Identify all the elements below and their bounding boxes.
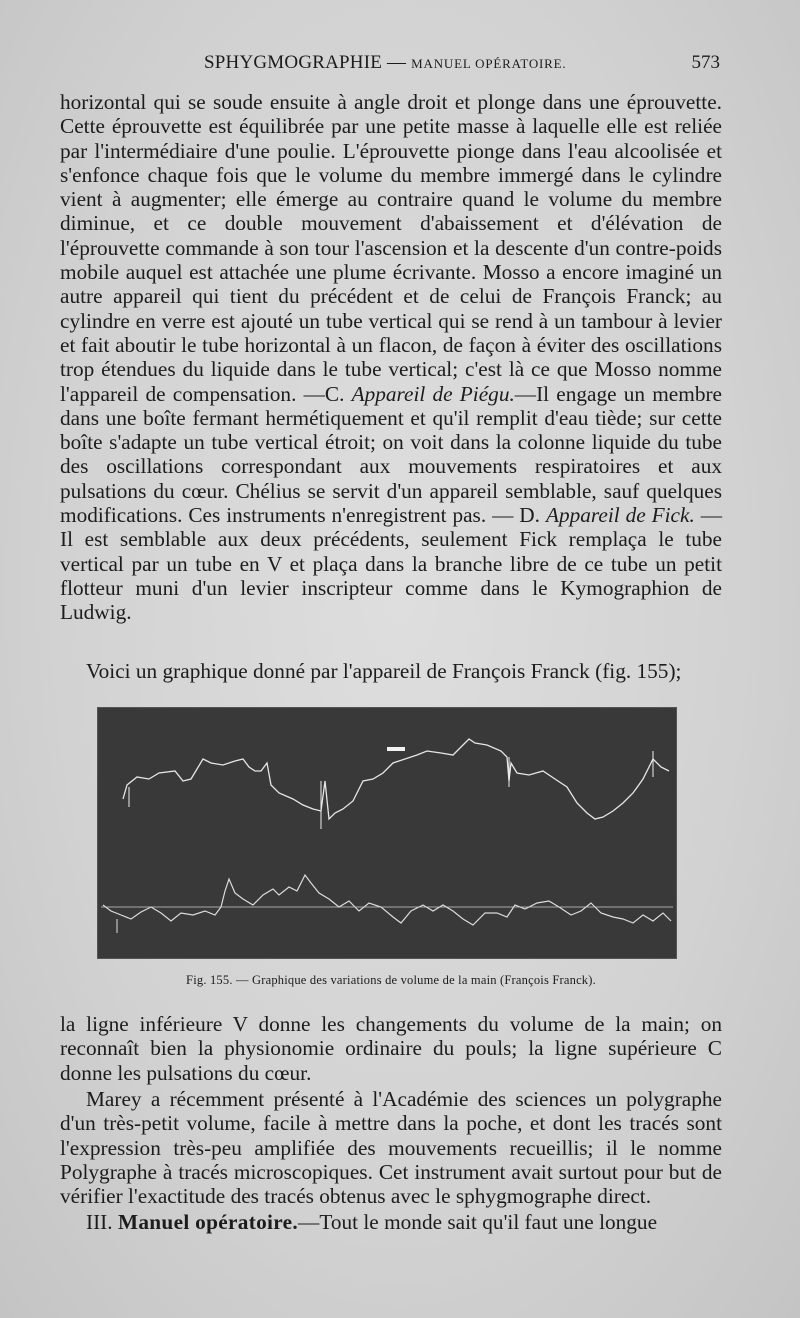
section-number: III. [86,1210,118,1234]
paragraph-figure-explanation: la ligne inférieure V donne les changements du volume de la main; on reconnaît bien la physionomie ordinaire du pouls; la ligne supérieure C donne les pulsations du cœur. [60,1012,722,1085]
paragraph-1-text-c: — Il est semblable aux deux précédents, seulement Fick remplaça le tube vertical par un tube en V et plaça dans la branche libre de ce tube un petit flotteur muni d'un levier inscripteur comme dans le Kymographion de Ludwig. [60,503,722,625]
running-title [204,52,566,74]
paragraph-manuel-operatoire [60,1210,722,1234]
tracing-svg [97,707,677,959]
paragraph-1-text-b: —Il engage un membre dans une boîte fermant hermétiquement et qu'il remplit d'eau tiède; sur cette boîte s'adapte un tube vertical étroit; on voit dans la colonne liquide du tube des oscillations correspondant aux mouvements respiratoires et aux pulsations du cœur. Chélius se servit d'un appareil semblable, sauf quelques modifications. Ces instruments n'enregistrent pas. — D. [60,381,723,528]
running-title-dash: — [387,52,407,73]
section-heading: Manuel opératoire. [117,1210,299,1234]
figure-155-tracing [97,707,677,959]
scratch-mark [387,747,405,751]
running-header [62,50,720,76]
appareil-piegu-title: Appareil de Piégu. [351,381,515,406]
running-title-sub: MANUEL OPÉRATOIRE. [411,56,567,71]
page-number: 573 [691,52,720,73]
tracing-background [97,707,677,959]
paragraph-apparatus-descriptions [60,90,722,625]
section-text: —Tout le monde sait qu'il faut une longue [298,1210,658,1234]
paragraph-figure-intro: Voici un graphique donné par l'appareil de François Franck (fig. 155); [86,659,682,683]
running-title-main: SPHYGMOGRAPHIE [204,52,383,73]
paragraph-marey-polygraph: Marey a récemment présenté à l'Académie des sciences un polygraphe d'un très-petit volume, facile à mettre dans la poche, et dont les tracés sont l'expression très-peu amplifiée des mouvements recueillis; il le nomme Polygraphe à tracés microscopiques. Cet instrument avait surtout pour but de vérifier l'exactitude des tracés obtenus avec le sphygmographe direct. [60,1087,722,1209]
paragraph-1-text-a: horizontal qui se soude ensuite à angle droit et plonge dans une éprouvette. Cette éprouvette est équilibrée par une petite masse à laquelle elle est reliée par l'intermédiaire d'une poulie. L'éprouvette pionge dans l'eau alcoolisée et s'enfonce chaque fois que le volume du membre immergé dans le cylindre vient à augmenter; elle émerge au contraire quand le volume du membre diminue, et ce double mouvement d'abaissement et d'élévation de l'éprouvette commande à son tour l'ascension et la descente d'un contre-poids mobile auquel est attachée une plume écrivante. Mosso a encore imaginé un autre appareil qui tient du précédent et de celui de François Franck; au cylindre en verre est ajouté un tube vertical qui se rend à un tambour à levier et fait aboutir le tube horizontal à un flacon, de façon à éviter des oscillations trop étendues du liquide dans le tube vertical; c'est là ce que Mosso nomme l'appareil de compensation. —C. [60,90,722,406]
figure-caption: Fig. 155. — Graphique des variations de volume de la main (François Franck). [186,973,596,987]
appareil-fick-title: Appareil de Fick. [545,503,695,528]
